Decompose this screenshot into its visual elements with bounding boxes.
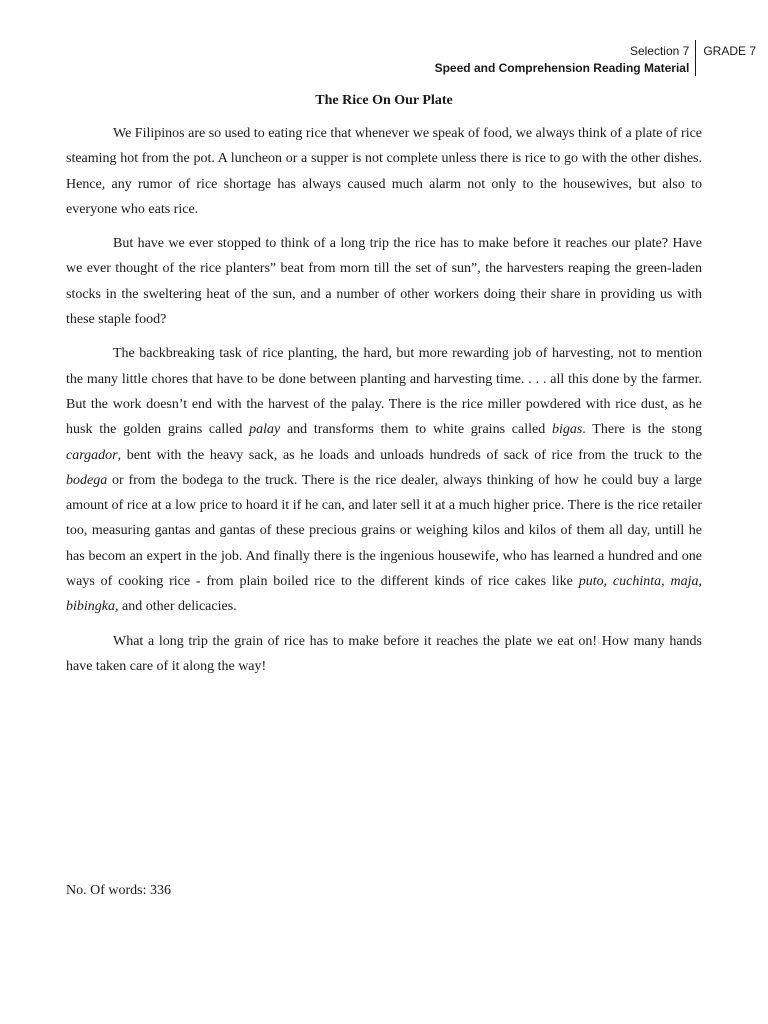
word-count: No. Of words: 336 [66,883,171,898]
italic-word-palay: palay [249,422,281,438]
grade-label: GRADE 7 [703,44,756,58]
paragraph-2: But have we ever stopped to think of a long trip the rice has to make before it reaches our plate? Have we ever thought of the rice planters” beat from morn till the set of sun”, the harvesters reaping the green-laden stocks in the sweltering heat of the sun, and a number of other workers doing their share in providing us with these staple food? [66,236,702,328]
paragraph-3 [66,341,702,619]
italic-word-bigas: bigas [551,422,583,438]
page-header [435,40,756,76]
material-subtitle: Speed and Comprehension Reading Material [434,61,690,75]
header-left-block [435,40,697,76]
paragraph-3-part-6: and other delicacies. [118,599,237,615]
paragraph-1: We Filipinos are so used to eating rice that whenever we speak of food, we always think of a plate of rice steaming hot from the pot. A luncheon or a supper is not complete unless there is rice to go with the other dishes. Hence, any rumor of rice shortage has always caused much alarm not only to the housewives, but also to everyone who eats rice. [66,126,703,217]
paragraph-3-part-2: and transforms them to white grains called [280,422,552,438]
paragraph-3-part-5: or from the bodega to the truck. There is the rice dealer, always thinking of how he could buy a large amount of rice at a low price to hoard it if he can, and later sell it at a much higher price. There is the rice retailer too, measuring gantas and gantas of these precious grains or weighing kilos and kilos of them all day, untill he has becom an expert in the job. And finally there is the ingenious housewife, who has learned a hundred and one ways of cooking rice - from plain boiled rice to the different kinds of rice cakes like [66,472,702,590]
paragraph-3-part-3: . There is the stong [582,422,702,438]
story-title: The Rice On Our Plate [315,93,453,108]
paragraph-3-part-4: , bent with the heavy sack, as he loads and unloads hundreds of sack of rice from the truck to the [117,447,702,463]
selection-number: Selection 7 [629,44,690,58]
italic-rice-cakes: puto, cuchinta, maja, bibingka, [66,574,702,615]
story-body [66,121,702,688]
italic-word-cargador: cargador [66,447,118,463]
paragraph-3-part-1: The backbreaking task of rice planting, the hard, but more rewarding job of harvesting, not to mention the many little chores that have to be done between planting and harvesting time. . . . all this done by the farmer. But the work doesn’t end with the harvest of the palay. There is the rice miller powdered with rice dust, as he husk the golden grains called [66,346,702,438]
italic-word-bodega: bodega [66,472,108,488]
paragraph-4: What a long trip the grain of rice has to make before it reaches the plate we eat on! How many hands have taken care of it along the way! [66,633,702,674]
